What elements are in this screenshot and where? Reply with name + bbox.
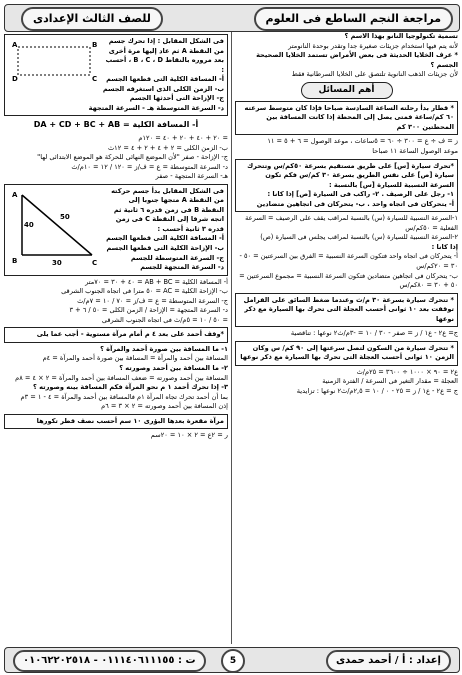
problem-2-answer-5: ب- يتحركان فى اتجاهين متضادين فتكون السرعة النسبية = مجموع السرعتين = ٥٠ + ٣٠ = ٨٠كم/س [239, 271, 458, 290]
problem-2-answer-2: ٢-السرعة النسبية للسيارة (س) بالنسبة لمراقب يجلس فى السيارة (ص) [260, 233, 458, 242]
figure-1-answer-4: د- السرعة المتوسطة = ع = ف/ز = ١٢٠ / ١٢ = ١٠م/ث [71, 162, 228, 171]
figure-2-intro: فى الشكل المقابل بدأ جسم حركته من النقطة A متجها جنوبا إلى النقطة B فى زمن قدره ٦ ثانية ثم اتجه شرقا إلى النقطة C فى زمن قدره ٣ ثانية أحسب : [111, 186, 224, 233]
problem-1-answer-1: ز = ف ÷ ع = ٣٠٠ ÷ ٦٠ = ٥ساعات ، موعد الوصول = ٦ + ٥ = ١١ [267, 137, 458, 146]
problem-1: * قطار بدأ رحلته الساعة السادسة صباحا فإذا كان متوسط سرعته ٦٠ كم/ساعة فمتى يصل إلى المحطة إذا كانت المسافة بين المحطتين ٣٠٠ كم [244, 103, 454, 131]
author-label: إعداد : أ / أحمد حمدى [326, 650, 451, 672]
problem-6: مرآة مقعرة بعدها البؤرى ١٠ سم أحسب نصف قطر تكورها [36, 416, 224, 425]
side-bc-label: 30 [52, 258, 62, 267]
point-d-label: D [12, 75, 18, 83]
figure-1-q2: ب- الزمن الكلى الذى استغرقه الجسم [102, 84, 224, 93]
section-title: أهم المسائل [301, 82, 393, 99]
figure-2-q1: أ- المسافة الكلية التى قطعها الجسم [106, 234, 224, 243]
figure-2-box [4, 184, 228, 276]
problem-5-q1: ١- ما المسافة بين صورة أحمد والمرآة ؟ [100, 344, 228, 353]
point-a-label: A [12, 41, 18, 49]
figure-2-answer-2: ب- الإزاحة الكلية = AC = ٥٠ مترا فى اتجاه الجنوب الشرقى [61, 287, 228, 296]
answer-1: لأنه يتم فيها استخدام جزيئات صغيرة جدا وتقدر بوحدة النانومتر [288, 41, 458, 50]
right-column [235, 32, 458, 397]
answer-2: لأن جزيئات الذهب النانوية تلتصق على الخلايا السرطانية فقط [291, 70, 458, 79]
figure-1-q3: ج- الإزاحة التى أحدثها الجسم [129, 94, 224, 103]
problem-1-answer-2: موعد الوصول الساعة ١١ صباحا [372, 146, 458, 155]
triangle-figure [8, 189, 100, 269]
figure-2-answer-3: ج- السرعة المتوسطة = ع = ف/ز = ٧٠ / ١٠ = ٧م/ث [77, 296, 228, 305]
problem-5-q3: ٣- إذا تحرك أحمد ١ م نحو المرآة فكم المسافة بينه وصورته ؟ [32, 383, 228, 392]
figure-1-answer-1: = ٢٠ + ٤٠ + ٢٠ + ٤٠ = ١٢٠م [138, 133, 228, 142]
figure-1-answer-3: ج- الإزاحة - صفر "لأن الموضع النهائى للحركة هو الموضع الابتدائى لها" [37, 153, 228, 162]
problem-4: * تتحرك سيارة من السكون لتصل سرعتها إلى ٩٠ كم/ س وكان الزمن ١٠ ثوانى أحسب العجلة التى تحرك بها السيارة مع ذكر نوعها [240, 343, 454, 362]
left-column [4, 32, 228, 441]
problem-5-a1: المسافة بين أحمد والمرآة = المسافة بين صورة أحمد والمرآة = ٤م [42, 354, 228, 363]
footer-bar [4, 647, 460, 673]
figure-1-answer-5: هـ- السرعة المتجهة - صفر [155, 172, 228, 181]
problem-5-a4: إذن المسافة بين أحمد وصورته = ٢ × ٣ = ٦م [101, 402, 228, 411]
problem-4-answer-2: العجلة = مقدار التغير فى السرعة / الفترة الزمنية [322, 377, 458, 386]
problem-5-a2: المسافة بين أحمد وصورته = ضعف المسافة بين أحمد والمرآة = ٢ × ٤ = ٨م [15, 373, 228, 382]
tri-point-b-label: B [12, 256, 18, 265]
figure-2-answer-5: = ٥٠ / ١٠ = ٥م/ث فى اتجاه الجنوب الشرقى [101, 315, 228, 324]
tri-point-a-label: A [12, 190, 18, 199]
rectangle-figure [8, 39, 100, 83]
figure-1-intro: فى الشكل المقابل : إذا تحرك جسم من النقطة A ثم عاد إليها مرة أخرى بعد مروره بالنقاط B ، C ، D ، أحسب : [105, 37, 224, 74]
problem-3-box [235, 293, 458, 328]
problem-2-part-1: ١- رجل على الرصيف . ٢- راكب فى السيارة [ص] إذا كانا : [267, 190, 454, 199]
figure-1-equation: DA + CD + BC + AB = أ- المسافة الكلية [33, 120, 199, 130]
point-b-label: B [92, 41, 98, 49]
figure-2-q2: ب- الإزاحة الكلية التى قطعها الجسم [106, 243, 224, 252]
figure-1-q4: د- السرعة المتوسطة هـ - السرعة المتجهة [88, 103, 224, 112]
problem-2-answer-3: إذا كانا : [431, 242, 458, 251]
figure-1-answer-2: ب- الزمن الكلى = ٢ + ٤ + ٢ + ٤ = ١٢ث [107, 143, 228, 152]
problem-2-part-2: أ- يتحركان فى اتجاه واحد . ب- يتحركان فى اتجاهين متضادين [256, 199, 454, 208]
question-2: * عرف الخلايا الحديثة فى بعض الأمراض تستمد الخلايا الصحيحة الجسم ؟ [256, 51, 458, 69]
problem-2-answer-4: أ- يتحركان فى اتجاه واحد فتكون السرعة النسبية = الفرق بين السرعتين = ٥٠ - ٣٠ = ٢٠كم/س [239, 252, 458, 270]
problem-4-answer-1: ع٢ = ٩٠ × ١٠٠٠ ÷ ٣٦٠٠ = ٢٥م/ث [356, 367, 458, 376]
problem-5-a3: بما أن أحمد تحرك تجاه المرآة ١م فالمسافة بين أحمد والمرآة = ٤ - ١ = ٣م [20, 392, 228, 401]
problem-2: *تحرك سيارة [س] على طريق مستقيم بسرعة ٥٠كم/س وتتحرك سيارة [ص] على نفس الطريق بسرعة ٣٠ كم/س فكم تكون السرعة النسبية للسيارة [س] بالنسبة : [247, 161, 454, 189]
figure-2-q3: ج- السرعة المتوسطة للجسم [130, 253, 224, 262]
column-divider [231, 32, 232, 644]
problem-4-box [235, 341, 458, 366]
point-c-label: C [92, 75, 98, 83]
figure-2-answer-1: أ- المسافة الكلية = AB + BC = ٤٠ + ٣٠ = ٧٠متر [85, 277, 228, 286]
problem-5-box [4, 327, 228, 343]
problem-2-answer-1: ١-السرعة النسبية للسيارة (س) بالنسبة لمراقب يقف على الرصيف = السرعة الفعلية = ٥٠كم/س [245, 214, 458, 232]
figure-2-answer-4: د- السرعة المتجهة = الإزاحة / الزمن الكلى = ٥٠ / ٦ + ٣ [69, 306, 228, 315]
problem-1-box [235, 101, 458, 136]
problem-4-answer-3: ج = ع٢ - ع١ / ز = ٢٥ - ٠ / ١٠ = ٢,٥م/ث٢ نوعها : تزايدية [296, 387, 458, 395]
phone-number: ت : ٠١١١٤٠٦١١١٥٥ - ٠١٠٦٢٢٠٢٥١٨ [13, 650, 206, 672]
page-title: مراجعة النجم الساطع فى العلوم [254, 7, 453, 31]
side-ac-label: 50 [60, 212, 70, 221]
figure-1-box [4, 34, 228, 116]
figure-1-q1: أ- المسافة الكلية التى قطعها الجسم [106, 75, 224, 84]
problem-3-answer: ج= ع٢ - ع١ / ز = صفر - ٣٠ / ١٠ = -٣م/ث٢ نوعها : تناقصية [290, 329, 458, 338]
side-ab-label: 40 [24, 220, 34, 229]
page-number: 5 [221, 649, 245, 673]
grade-label: للصف الثالث الإعدادى [21, 7, 163, 31]
problem-5-q2: ٢- ما المسافة بين أحمد وصورته ؟ [119, 364, 228, 372]
problem-3: * تتحرك سيارة بسرعة ٣٠ م/ث وعندما ضغط السائق على الفرامل توقفت بعد ١٠ ثوانى أحسب العجلة التى تحرك بها السيارة مع ذكر نوعها [243, 295, 454, 323]
problem-6-answer: ر = ٢ع = ٢ × ١٠ = ٢٠سم [150, 431, 228, 440]
tri-point-c-label: C [92, 258, 98, 267]
problem-5: *وقف أحمد على بعد ٤ م أمام مرآة مستوية - أجب عما يلى [36, 330, 224, 339]
problem-2-box [235, 159, 458, 213]
question-1: تسمية تكنولوجيا النانو بهذا الاسم ؟ [344, 32, 458, 40]
header-bar [4, 4, 460, 32]
figure-2-q4: د- السرعة المتجهة للجسم [140, 263, 224, 272]
problem-6-box [4, 414, 228, 430]
